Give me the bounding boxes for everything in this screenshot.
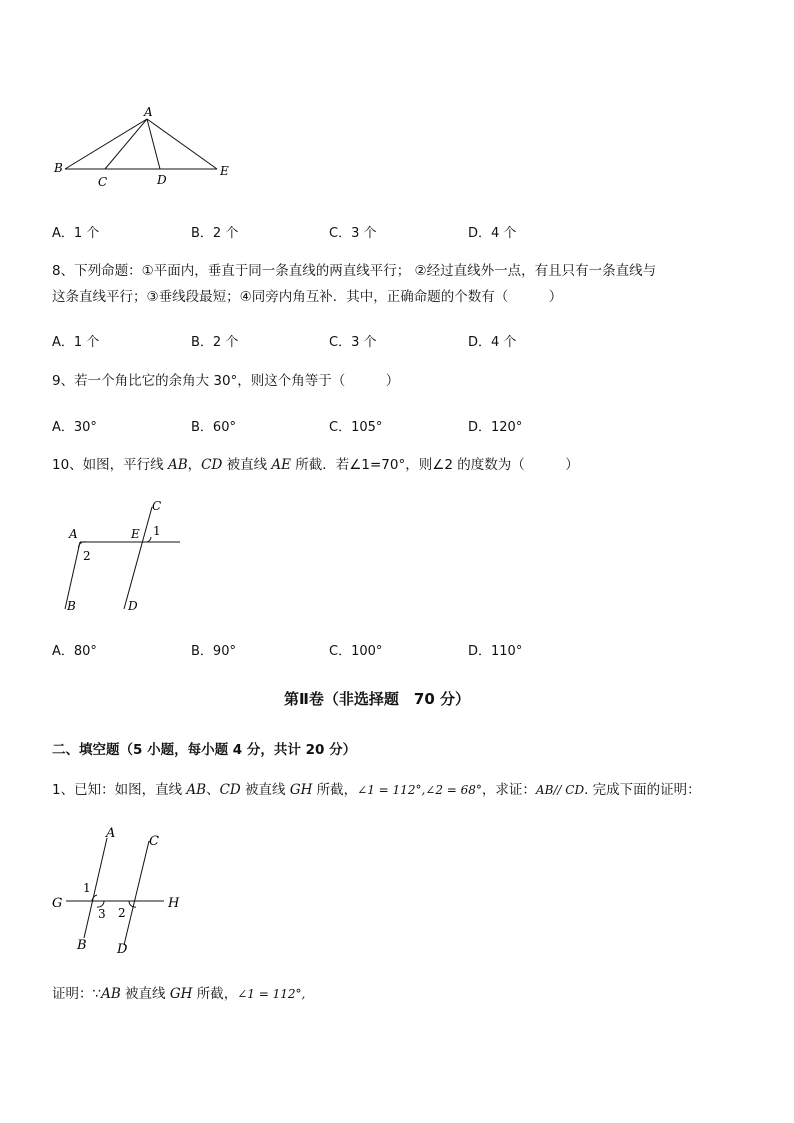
q7-option-a: A．1 个 — [52, 226, 100, 241]
q9-option-a: A．30° — [52, 420, 97, 435]
label-A: A — [144, 105, 153, 119]
proof-mid2: 所截， — [192, 986, 238, 1002]
fill-section-heading: 二、填空题（5 小题，每小题 4 分，共计 20 分） — [52, 742, 357, 758]
fill1-prefix: 1、已知：如图，直线 — [52, 782, 187, 798]
fill1-suffix: . 完成下面的证明： — [584, 782, 701, 798]
label-1: 1 — [153, 524, 161, 538]
q10-option-a: A．80° — [52, 644, 97, 659]
q7-option-b: B．2 个 — [191, 226, 239, 241]
angle-2-arc — [129, 901, 136, 907]
segment-AE — [147, 119, 217, 169]
fill1-claim: AB// CD — [535, 783, 585, 797]
q10-ae: AE — [271, 457, 292, 473]
label-3: 3 — [98, 907, 106, 921]
label-D: D — [157, 173, 167, 187]
q8-line-1: 8、下列命题：①平面内，垂直于同一条直线的两直线平行； ②经过直线外一点，有且只有一条直线与 — [52, 263, 657, 279]
proof-gh: GH — [169, 986, 193, 1002]
q10-option-c: C．100° — [329, 644, 383, 659]
q10-text — [52, 456, 579, 474]
label-G: G — [52, 896, 63, 911]
q9-option-c: C．105° — [329, 420, 383, 435]
q10-mid: 被直线 — [222, 457, 272, 473]
fill1-text — [52, 781, 701, 799]
label-2: 2 — [118, 906, 126, 920]
label-C: C — [152, 499, 162, 513]
fill1-ab: AB — [186, 782, 207, 798]
fill1-mid2: 所截， — [312, 782, 358, 798]
label-A: A — [106, 826, 116, 841]
line-CD — [124, 507, 152, 609]
proof-mid: 被直线 — [120, 986, 170, 1002]
segment-AB — [65, 119, 147, 169]
q8-option-d: D．4 个 — [468, 335, 517, 350]
fill1-gh: GH — [289, 782, 313, 798]
figure-parallel-lines-fill1 — [50, 823, 200, 963]
q10-option-d: D．110° — [468, 644, 523, 659]
label-D: D — [117, 942, 128, 957]
figure-parallel-lines-q10 — [58, 497, 208, 617]
fill1-sep: 、 — [206, 782, 220, 798]
q10-option-b: B．90° — [191, 644, 236, 659]
proof-line — [52, 985, 305, 1003]
proof-angle: ∠1 = 112°, — [237, 987, 306, 1001]
angle-1-arc — [147, 537, 151, 542]
q9-text: 9、若一个角比它的余角大 30°，则这个角等于（ ） — [52, 373, 400, 389]
label-C: C — [149, 834, 159, 849]
proof-ab: AB — [101, 986, 121, 1002]
line-CD — [124, 841, 149, 945]
q10-cd: CD — [201, 457, 223, 473]
fill1-cd: CD — [219, 782, 241, 798]
label-C: C — [98, 175, 108, 189]
q9-option-d: D．120° — [468, 420, 523, 435]
q10-suffix: 所截．若∠1=70°，则∠2 的度数为（ ） — [291, 457, 579, 473]
q8-option-a: A．1 个 — [52, 335, 100, 350]
part2-title: 第Ⅱ卷（非选择题 70 分） — [284, 690, 470, 708]
q8-option-c: C．3 个 — [329, 335, 377, 350]
fill1-condition: ∠1 = 112°,∠2 = 68° — [357, 783, 482, 797]
figure-triangle — [45, 105, 245, 189]
fill1-mid: 被直线 — [240, 782, 290, 798]
label-H: H — [168, 896, 180, 911]
q7-option-d: D．4 个 — [468, 226, 517, 241]
proof-prefix: 证明：∵ — [52, 986, 102, 1002]
label-B: B — [77, 938, 87, 953]
q10-comma: ， — [187, 457, 202, 473]
q8-line-2: 这条直线平行；③垂线段最短；④同旁内角互补．其中，正确命题的个数有（ ） — [52, 289, 563, 305]
q9-option-b: B．60° — [191, 420, 236, 435]
label-B: B — [67, 599, 76, 613]
label-B: B — [54, 161, 63, 175]
label-E: E — [131, 527, 140, 541]
label-2: 2 — [83, 549, 91, 563]
q10-prefix: 10、如图，平行线 — [52, 457, 168, 473]
label-A: A — [69, 527, 78, 541]
label-E: E — [220, 164, 229, 178]
segment-AC — [105, 119, 147, 169]
q8-option-b: B．2 个 — [191, 335, 239, 350]
q10-ab: AB — [167, 457, 188, 473]
q7-option-c: C．3 个 — [329, 226, 377, 241]
label-1: 1 — [83, 881, 91, 895]
label-D: D — [128, 599, 138, 613]
fill1-mid3: ，求证： — [481, 782, 536, 798]
